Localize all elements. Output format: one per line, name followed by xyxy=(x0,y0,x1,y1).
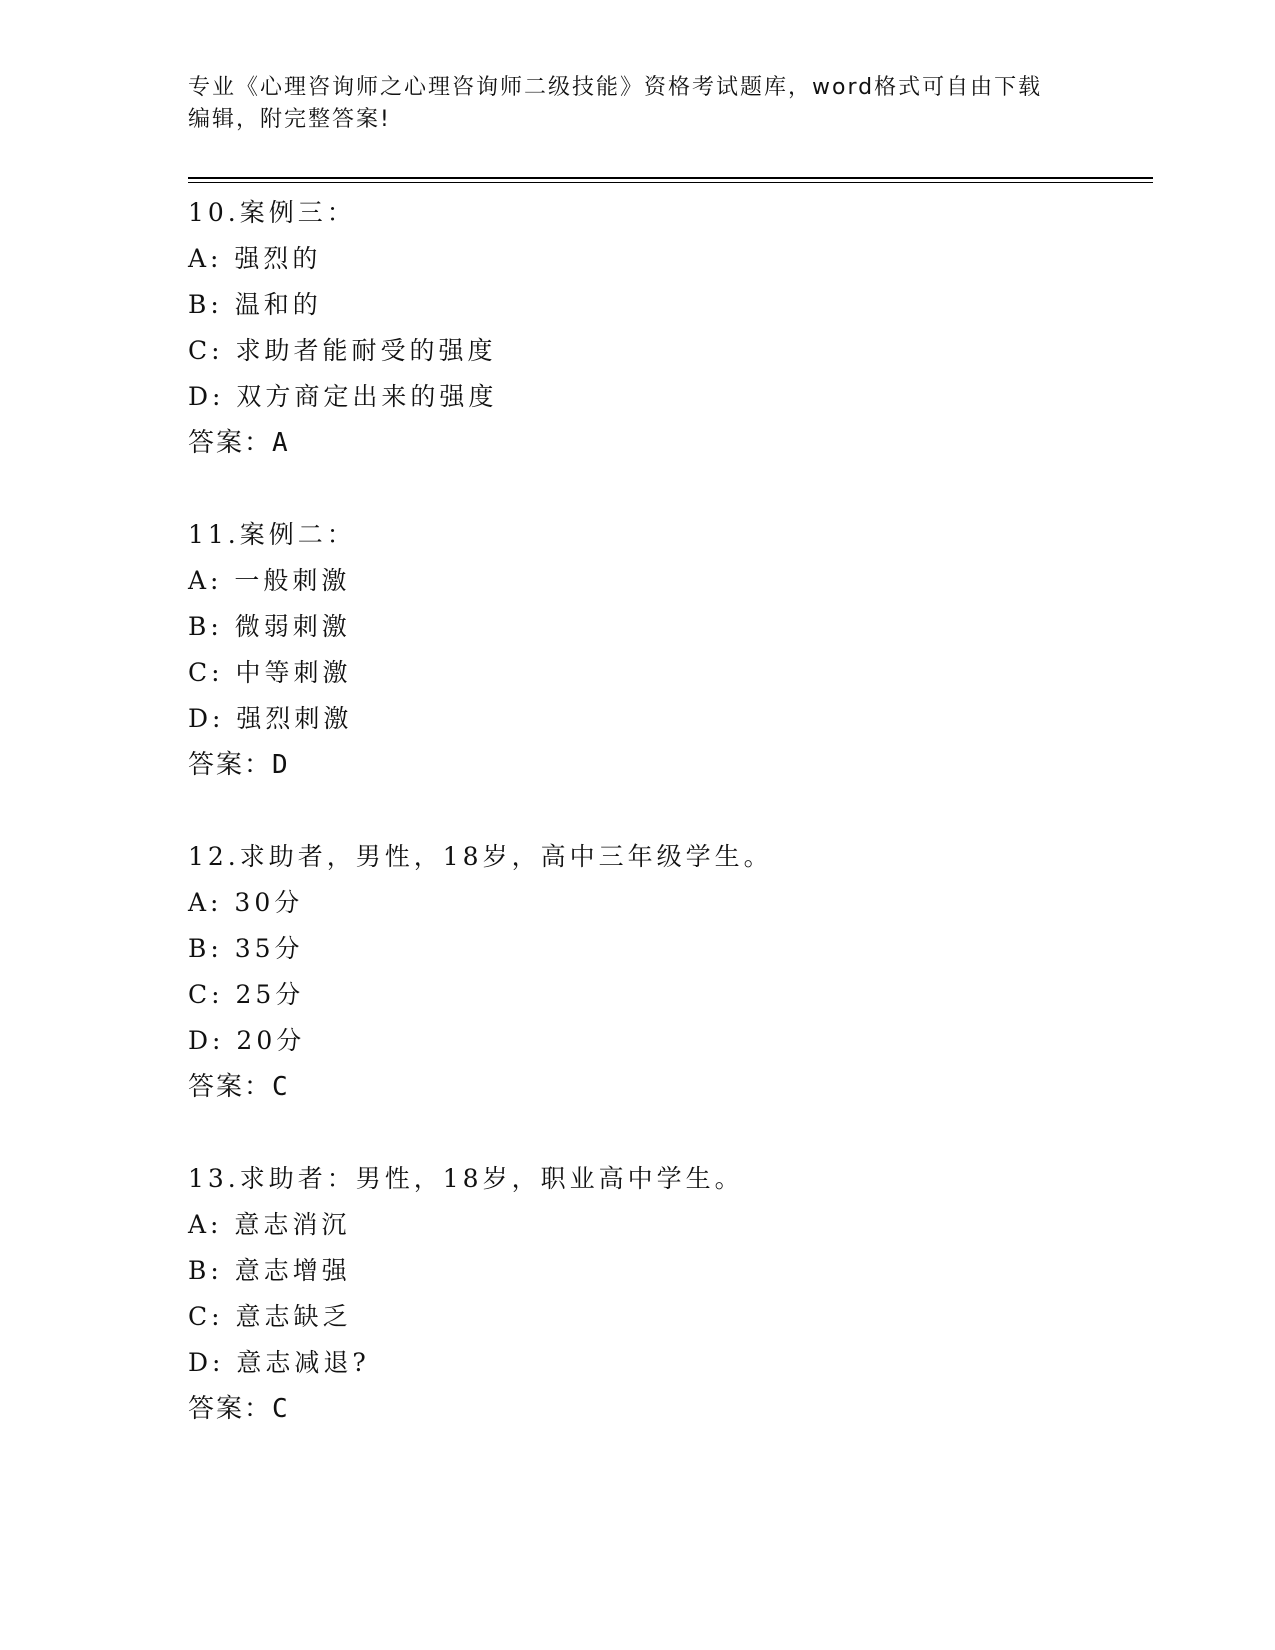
answer-value: C xyxy=(272,1394,290,1424)
question-stem: 13.求助者：男性，18岁，职业高中学生。 xyxy=(188,1164,744,1193)
option-d: D: 意志减退? xyxy=(188,1348,370,1377)
header-line-1: 专业《心理咨询师之心理咨询师二级技能》资格考试题库，word格式可自由下载 xyxy=(188,75,1043,100)
option-a: A: 一般刺激 xyxy=(188,566,351,595)
answer-label: 答案： xyxy=(188,1394,273,1424)
option-d: D: 20分 xyxy=(188,1026,306,1055)
answer-line xyxy=(188,420,1148,466)
question-12 xyxy=(188,834,1148,1110)
question-stem: 10.案例三： xyxy=(188,198,356,227)
option-b: B: 35分 xyxy=(188,934,304,963)
answer-line xyxy=(188,1386,1148,1432)
option-c: C: 25分 xyxy=(188,980,305,1009)
option-a: A: 30分 xyxy=(188,888,304,917)
option-a: A: 强烈的 xyxy=(188,244,322,273)
option-c: C: 求助者能耐受的强度 xyxy=(188,336,497,365)
answer-label: 答案： xyxy=(188,750,273,780)
question-11 xyxy=(188,512,1148,788)
header-line-2: 编辑，附完整答案! xyxy=(188,107,391,132)
question-stem: 12.求助者，男性，18岁，高中三年级学生。 xyxy=(188,842,773,871)
option-a: A: 意志消沉 xyxy=(188,1210,351,1239)
header-divider-thin xyxy=(188,182,1153,183)
question-stem: 11.案例二： xyxy=(188,520,356,549)
question-list xyxy=(188,190,1148,1478)
header-divider-thick xyxy=(188,177,1153,179)
question-13 xyxy=(188,1156,1148,1432)
option-b: B: 温和的 xyxy=(188,290,322,319)
answer-value: D xyxy=(272,750,290,780)
answer-value: A xyxy=(272,428,290,458)
option-c: C: 中等刺激 xyxy=(188,658,352,687)
option-c: C: 意志缺乏 xyxy=(188,1302,352,1331)
answer-label: 答案： xyxy=(188,428,273,458)
option-d: D: 双方商定出来的强度 xyxy=(188,382,498,411)
document-header xyxy=(188,72,1088,136)
answer-value: C xyxy=(272,1072,290,1102)
answer-label: 答案： xyxy=(188,1072,273,1102)
answer-line xyxy=(188,742,1148,788)
option-b: B: 微弱刺激 xyxy=(188,612,351,641)
question-10 xyxy=(188,190,1148,466)
option-b: B: 意志增强 xyxy=(188,1256,351,1285)
answer-line xyxy=(188,1064,1148,1110)
option-d: D: 强烈刺激 xyxy=(188,704,353,733)
